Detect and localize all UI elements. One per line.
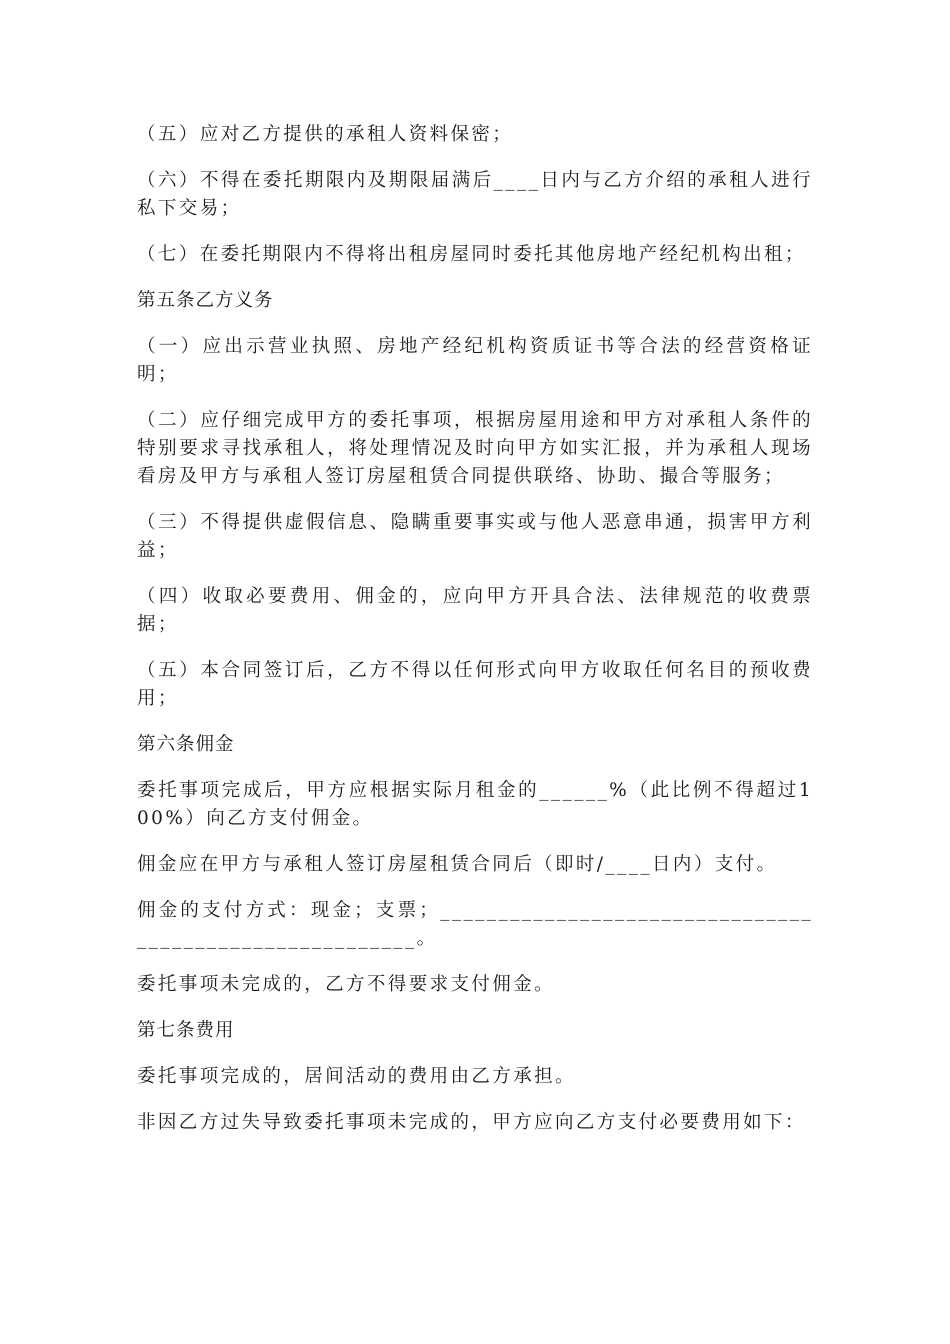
fees-incomplete-clause: 非因乙方过失导致委托事项未完成的，甲方应向乙方支付必要费用如下： [137, 1112, 806, 1133]
commission-not-due-clause: 委托事项未完成的，乙方不得要求支付佣金。 [137, 974, 556, 995]
commission-timing-clause: 佣金应在甲方与承租人签订房屋租赁合同后（即时/____日内）支付。 [137, 854, 778, 875]
fees-completed-clause: 委托事项完成的，居间活动的费用由乙方承担。 [137, 1066, 576, 1087]
clause-party-a-5: （五）应对乙方提供的承租人资料保密； [137, 124, 514, 145]
clause-party-b-5: （五）本合同签订后，乙方不得以任何形式向甲方收取任何名目的预收费用； [137, 660, 813, 709]
article-5-heading: 第五条乙方义务 [137, 290, 274, 311]
clause-party-b-2: （二）应仔细完成甲方的委托事项，根据房屋用途和甲方对承租人条件的特别要求寻找承租人，将处理情况及时向甲方如实汇报，并为承租人现场看房及甲方与承租人签订房屋租赁合同提供联络、协助、撮合等服务； [137, 410, 813, 487]
commission-payment-method-clause: 佣金的支付方式：现金；支票；________________________________________________________。 [137, 900, 813, 949]
clause-party-b-4: （四）收取必要费用、佣金的，应向甲方开具合法、法律规范的收费票据； [137, 586, 813, 635]
clause-party-b-1: （一）应出示营业执照、房地产经纪机构资质证书等合法的经营资格证明； [137, 336, 813, 385]
clause-party-a-6: （六）不得在委托期限内及期限届满后____日内与乙方介绍的承租人进行私下交易； [137, 170, 813, 219]
clause-party-b-3: （三）不得提供虚假信息、隐瞒重要事实或与他人恶意串通，损害甲方利益； [137, 512, 813, 561]
contract-body [137, 121, 813, 1155]
article-7-heading: 第七条费用 [137, 1020, 235, 1041]
commission-rate-clause: 委托事项完成后，甲方应根据实际月租金的______%（此比例不得超过100%）向乙方支付佣金。 [137, 780, 813, 829]
article-6-heading: 第六条佣金 [137, 734, 235, 755]
clause-party-a-7: （七）在委托期限内不得将出租房屋同时委托其他房地产经纪机构出租； [137, 244, 806, 265]
